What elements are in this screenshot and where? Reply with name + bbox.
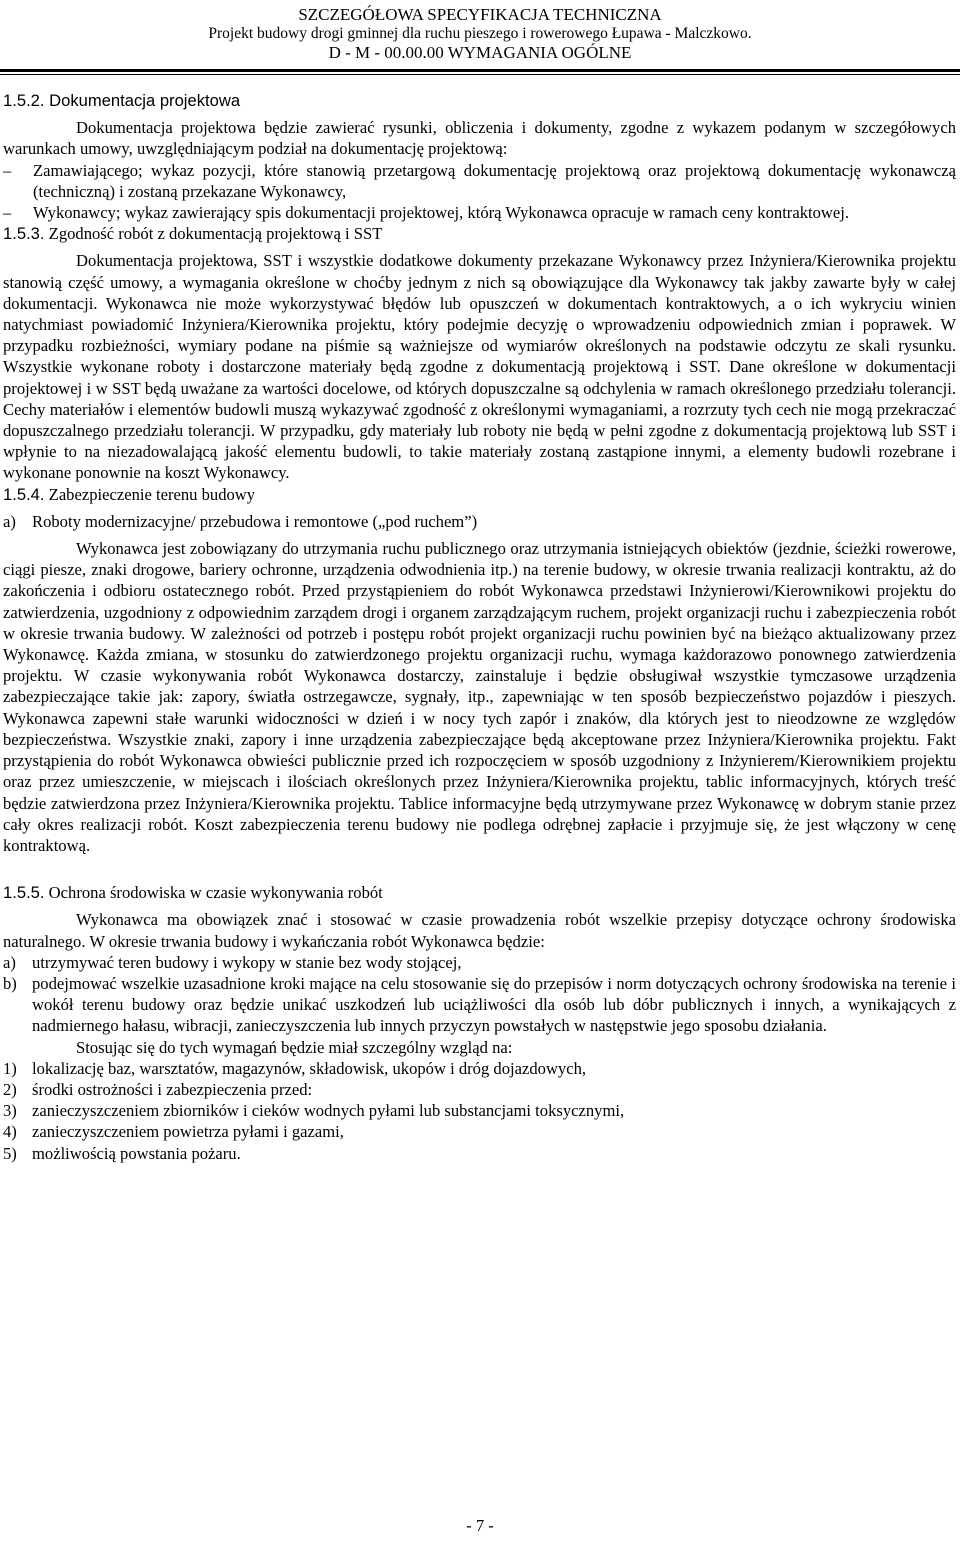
list-mark: a) <box>3 952 16 972</box>
section-number: 1.5.2. <box>3 91 45 110</box>
list-item-text: zanieczyszczeniem powietrza pyłami i gazami, <box>32 1122 344 1142</box>
dash-item <box>3 202 956 223</box>
list-mark: 5) <box>3 1143 17 1163</box>
list-item <box>3 952 956 973</box>
section-heading-154 <box>3 484 956 505</box>
sub-heading <box>3 511 956 532</box>
header-project: Projekt budowy drogi gminnej dla ruchu pieszego i rowerowego Łupawa - Malczkowo. <box>208 25 752 42</box>
list-item-text: utrzymywać teren budowy i wykopy w stanie bez wody stojącej, <box>32 952 462 972</box>
list-mark: 2) <box>3 1079 17 1099</box>
page-header <box>0 0 960 62</box>
list-mark: 3) <box>3 1101 17 1121</box>
section-title: Ochrona środowiska w czasie wykonywania robót <box>44 883 383 903</box>
header-code: D - M - 00.00.00 WYMAGANIA OGÓLNE <box>328 43 632 62</box>
list-item <box>3 1100 956 1121</box>
section-title: Zgodność robót z dokumentacją projektową i SST <box>44 224 383 244</box>
list-item <box>3 973 956 1037</box>
section-number: 1.5.3. <box>3 224 45 244</box>
list-mark: a) <box>3 511 16 531</box>
list-item <box>3 1079 956 1100</box>
list-mark: 4) <box>3 1122 17 1142</box>
list-item-text: możliwością powstania pożaru. <box>32 1143 241 1163</box>
paragraph: Wykonawca jest zobowiązany do utrzymania ruchu publicznego oraz utrzymania istniejących obiektów (jezdnie, ścieżki rowerowe, ciągi piesze, znaki drogowe, bariery ochronne, urządzenia odwodnienia itp.) na terenie budowy, w okresie trwania realizacji kontraktu, aż do zakończenia i odbioru ostatecznego robót. Przed przystąpieniem do robót Wykonawca przedstawi Inżynierowi/Kierownikowi projektu do zatwierdzenia, uzgodniony z odpowiednim zarządem drogi i organem zarządzającym ruchem, projekt organizacji ruchu i zabezpieczenia robót w okresie trwania budowy. W zależności od potrzeb i postępu robót projekt organizacji ruchu powinien być na bieżąco aktualizowany przez Wykonawcę. Każda zmiana, w stosunku do zatwierdzonego projektu organizacji ruchu, wymaga każdorazowo ponownego zatwierdzenia projektu. W czasie wykonywania robót Wykonawca dostarczy, zainstaluje i będzie obsługiwał wszystkie tymczasowe urządzenia zabezpieczające takie jak: zapory, światła ostrzegawcze, sygnały, itp., zapewniając w ten sposób bezpieczeństwo pojazdów i pieszych. Wykonawca zapewni stałe warunki widoczności w dzień i w nocy tych zapór i znaków, dla których jest to nieodzowne ze względów bezpieczeństwa. Wszystkie znaki, zapory i inne urządzenia zabezpieczające będą akceptowane przez Inżyniera/Kierownika projektu. Fakt przystąpienia do robót Wykonawca obwieści publicznie przed ich rozpoczęciem w sposób uzgodniony z Inżynierem/Kierownikiem projektu oraz przez umieszczenie, w miejscach i ilościach określonych przez Inżyniera/Kierownika projektu, tablic informacyjnych, których treść będzie zatwierdzona przez Inżyniera/Kierownika projektu. Tablice informacyjne będą utrzymywane przez Wykonawcę w dobrym stanie przez cały okres realizacji robót. Koszt zabezpieczenia terenu budowy nie podlega odrębnej zapłacie i przyjmuje się, że jest włączony w cenę kontraktową. <box>3 539 956 855</box>
paragraph: Dokumentacja projektowa będzie zawierać rysunki, obliczenia i dokumenty, zgodne z wykazem podanym w szczegółowych warunkach umowy, uwzględniającym podział na dokumentację projektową: <box>3 118 956 159</box>
section-heading-152 <box>3 90 956 111</box>
section-number: 1.5.4. <box>3 484 45 504</box>
section-title: Dokumentacja projektowa <box>44 91 241 110</box>
header-rule <box>0 69 960 75</box>
list-item <box>3 1121 956 1142</box>
section-heading-155 <box>3 882 956 903</box>
list-item <box>3 1058 956 1079</box>
list-item-text: lokalizację baz, warsztatów, magazynów, składowisk, ukopów i dróg dojazdowych, <box>32 1058 587 1078</box>
section-heading-153 <box>3 223 956 244</box>
paragraph: Dokumentacja projektowa, SST i wszystkie dodatkowe dokumenty przekazane Wykonawcy przez Inżyniera/Kierownika projektu stanowią część umowy, a wymagania określone w choćby jednym z nich są obowiązujące dla Wykonawcy tak jakby zawarte były w całej dokumentacji. Wykonawca nie może wykorzystywać błędów lub opuszczeń w dokumentach kontraktowych, a o ich wykryciu winien natychmiast powiadomić Inżyniera/Kierownika projektu, który podejmie decyzję o wprowadzeniu odpowiednich zmian i poprawek. W przypadku rozbieżności, wymiary podane na piśmie są ważniejsze od wymiarów określonych na podstawie odczytu ze skali rysunku. Wszystkie wykonane roboty i dostarczone materiały będą zgodne z dokumentacją projektową i SST. Dane określone w dokumentacji projektowej i w SST będą uważane za wartości docelowe, od których dopuszczalne są odchylenia w ramach określonego przedziału tolerancji. Cechy materiałów i elementów budowli muszą wykazywać zgodność z określonymi wymaganiami, a rozrzuty tych cech nie mogą przekraczać dopuszczalnego przedziału tolerancji. W przypadku, gdy materiały lub roboty nie będą w pełni zgodne z dokumentacją projektową lub SST i wpłynie to na niezadowalającą jakość elementu budowli, to takie materiały zostaną zastąpione innymi, a elementy budowli rozebrane i wykonane ponownie na koszt Wykonawcy. <box>3 251 956 483</box>
dash-mark: – <box>3 160 12 180</box>
dash-item <box>3 160 956 202</box>
list-mark: b) <box>3 973 17 993</box>
list-item <box>3 1143 956 1164</box>
paragraph: Wykonawca ma obowiązek znać i stosować w czasie prowadzenia robót wszelkie przepisy dotyczące ochrony środowiska naturalnego. W okresie trwania budowy i wykańczania robót Wykonawca będzie: <box>3 910 956 951</box>
dash-mark: – <box>3 203 12 223</box>
sub-heading-text: Roboty modernizacyjne/ przebudowa i remontowe („pod ruchem”) <box>32 511 478 531</box>
list-item-text: podejmować wszelkie uzasadnione kroki mające na celu stosowanie się do przepisów i norm dotyczących ochrony środowiska na terenie i wokół terenu budowy oraz będzie unikać uszkodzeń lub uciążliwości dla osób lub dóbr publicznych i innych, a wynikających z nadmiernego hałasu, wibracji, zanieczyszczenia lub innych przyczyn powstałych w następstwie jego sposobu działania. <box>32 973 956 1036</box>
section-number: 1.5.5. <box>3 883 45 903</box>
dash-item-text: Zamawiającego; wykaz pozycji, które stanowią przetargową dokumentację projektową oraz projektową dokumentację wykonawczą (techniczną) i zostaną przekazane Wykonawcy, <box>33 160 956 201</box>
header-title: SZCZEGÓŁOWA SPECYFIKACJA TECHNICZNA <box>298 5 662 24</box>
section-title: Zabezpieczenie terenu budowy <box>44 484 256 504</box>
list-item-text: środki ostrożności i zabezpieczenia przed: <box>32 1079 313 1099</box>
paragraph: Stosując się do tych wymagań będzie miał szczególny wzgląd na: <box>76 1037 513 1057</box>
list-item-text: zanieczyszczeniem zbiorników i cieków wodnych pyłami lub substancjami toksycznymi, <box>32 1101 625 1121</box>
dash-item-text: Wykonawcy; wykaz zawierający spis dokumentacji projektowej, którą Wykonawca opracuje w ramach ceny kontraktowej. <box>33 203 850 223</box>
document-body <box>3 90 956 1164</box>
page-number: - 7 - <box>466 1516 494 1535</box>
list-mark: 1) <box>3 1058 17 1078</box>
